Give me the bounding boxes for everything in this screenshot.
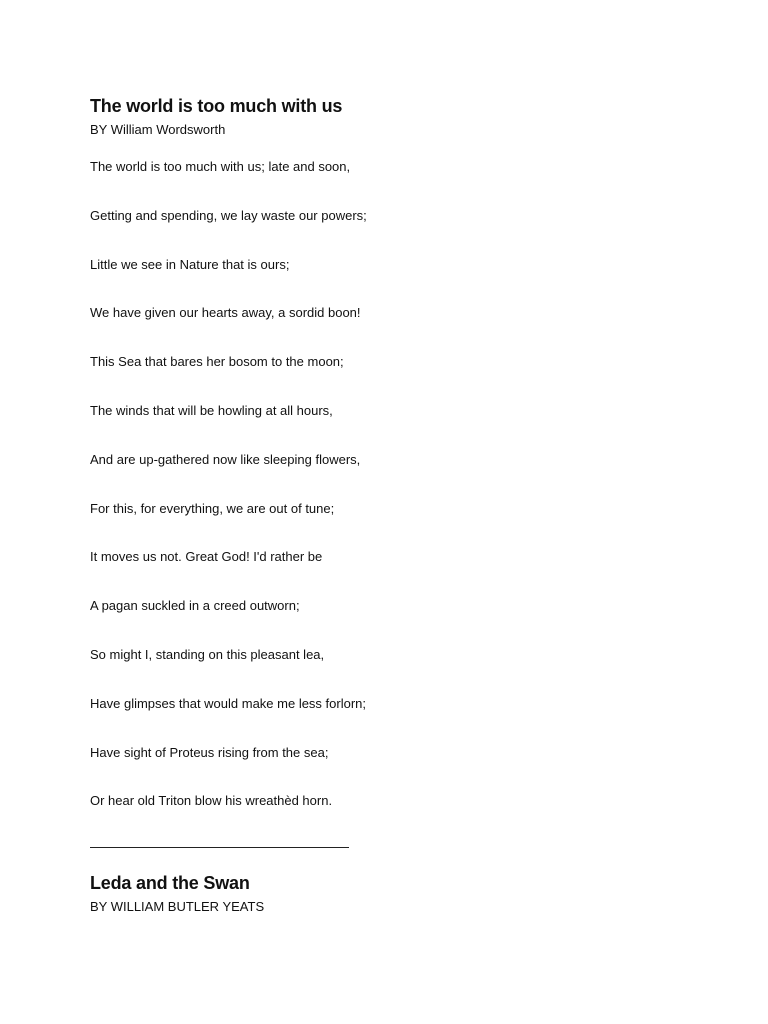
poem-line: For this, for everything, we are out of tune; (90, 500, 335, 516)
poem-line: Have sight of Proteus rising from the sea; (90, 744, 329, 760)
poem-line: Getting and spending, we lay waste our powers; (90, 207, 367, 223)
poem-title: The world is too much with us (90, 96, 343, 116)
poem-line: So might I, standing on this pleasant lea, (90, 646, 325, 662)
poem-line: The winds that will be howling at all hours, (90, 402, 333, 418)
poem-author: BY WILLIAM BUTLER YEATS (90, 899, 265, 914)
poem-line: The world is too much with us; late and soon, (90, 159, 351, 174)
poem-line: This Sea that bares her bosom to the moon; (90, 354, 344, 370)
poem-line: A pagan suckled in a creed outworn; (90, 598, 300, 614)
poem-line: Little we see in Nature that is ours; (90, 256, 290, 272)
poem-line: Have glimpses that would make me less forlorn; (90, 695, 367, 711)
poem-title: Leda and the Swan (90, 873, 250, 893)
poem-line: Or hear old Triton blow his wreathèd horn. (90, 793, 333, 809)
poem-verses (90, 158, 367, 841)
poem-line: It moves us not. Great God! I'd rather be (90, 549, 323, 565)
poem-line: We have given our hearts away, a sordid boon! (90, 305, 361, 321)
separator-rule (90, 847, 349, 848)
poem-line: And are up-gathered now like sleeping flowers, (90, 451, 361, 467)
poem-author: BY William Wordsworth (90, 122, 226, 137)
